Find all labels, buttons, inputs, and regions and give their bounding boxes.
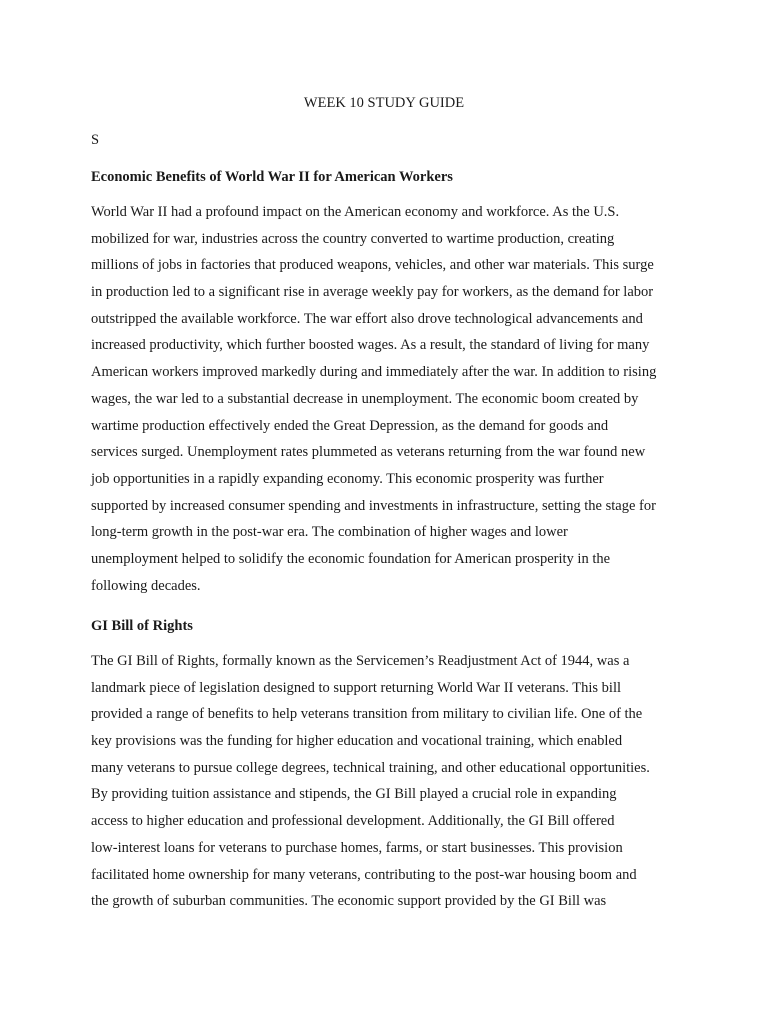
paragraph-line: supported by increased consumer spending and investments in infrastructure, setting the stage for xyxy=(91,497,656,514)
paragraph-line: key provisions was the funding for higher education and vocational training, which enabled xyxy=(91,733,623,750)
section-body-gi-bill xyxy=(91,648,691,915)
paragraph-line: long-term growth in the post-war era. The combination of higher wages and lower xyxy=(91,524,568,541)
paragraph-line: landmark piece of legislation designed to support returning World War II veterans. This bill xyxy=(91,679,622,696)
paragraph-line: facilitated home ownership for many veterans, contributing to the post-war housing boom and xyxy=(91,866,637,883)
document-title: WEEK 10 STUDY GUIDE xyxy=(303,95,465,111)
paragraph-line: in production led to a significant rise in average weekly pay for workers, as the demand for labor xyxy=(91,284,654,301)
paragraph-line: World War II had a profound impact on the American economy and workforce. As the U.S. xyxy=(91,204,620,220)
paragraph-line: services surged. Unemployment rates plummeted as veterans returning from the war found new xyxy=(91,444,646,461)
paragraph-line: American workers improved markedly during and immediately after the war. In addition to rising xyxy=(91,364,657,381)
paragraph-line: The GI Bill of Rights, formally known as the Servicemen’s Readjustment Act of 1944, was a xyxy=(91,653,630,669)
stray-text: S xyxy=(91,132,100,148)
paragraph-line: the growth of suburban communities. The economic support provided by the GI Bill was xyxy=(91,893,607,910)
paragraph-line: mobilized for war, industries across the country converted to wartime production, creating xyxy=(91,230,615,247)
section-body-economic-benefits xyxy=(91,199,691,599)
paragraph-line: wartime production effectively ended the Great Depression, as the demand for goods and xyxy=(91,417,609,434)
paragraph-line: increased productivity, which further boosted wages. As a result, the standard of living for many xyxy=(91,337,650,354)
section-heading-economic-benefits: Economic Benefits of World War II for American Workers xyxy=(91,169,453,185)
paragraph-line: By providing tuition assistance and stipends, the GI Bill played a crucial role in expanding xyxy=(91,786,617,803)
paragraph-line: job opportunities in a rapidly expanding economy. This economic prosperity was further xyxy=(91,470,604,487)
section-heading-gi-bill: GI Bill of Rights xyxy=(91,618,193,634)
paragraph-line: low-interest loans for veterans to purchase homes, farms, or start businesses. This provision xyxy=(91,839,623,856)
paragraph-line: following decades. xyxy=(91,577,201,594)
paragraph-line: provided a range of benefits to help veterans transition from military to civilian life. One of the xyxy=(91,706,643,723)
paragraph-line: access to higher education and professional development. Additionally, the GI Bill offered xyxy=(91,813,615,830)
paragraph-line: unemployment helped to solidify the economic foundation for American prosperity in the xyxy=(91,550,611,567)
paragraph-line: many veterans to pursue college degrees, technical training, and other educational opportunities. xyxy=(91,759,650,776)
paragraph-line: millions of jobs in factories that produced weapons, vehicles, and other war materials. This surge xyxy=(91,257,654,274)
paragraph-line: wages, the war led to a substantial decrease in unemployment. The economic boom created by xyxy=(91,390,639,407)
paragraph-line: outstripped the available workforce. The war effort also drove technological advancements and xyxy=(91,310,643,327)
